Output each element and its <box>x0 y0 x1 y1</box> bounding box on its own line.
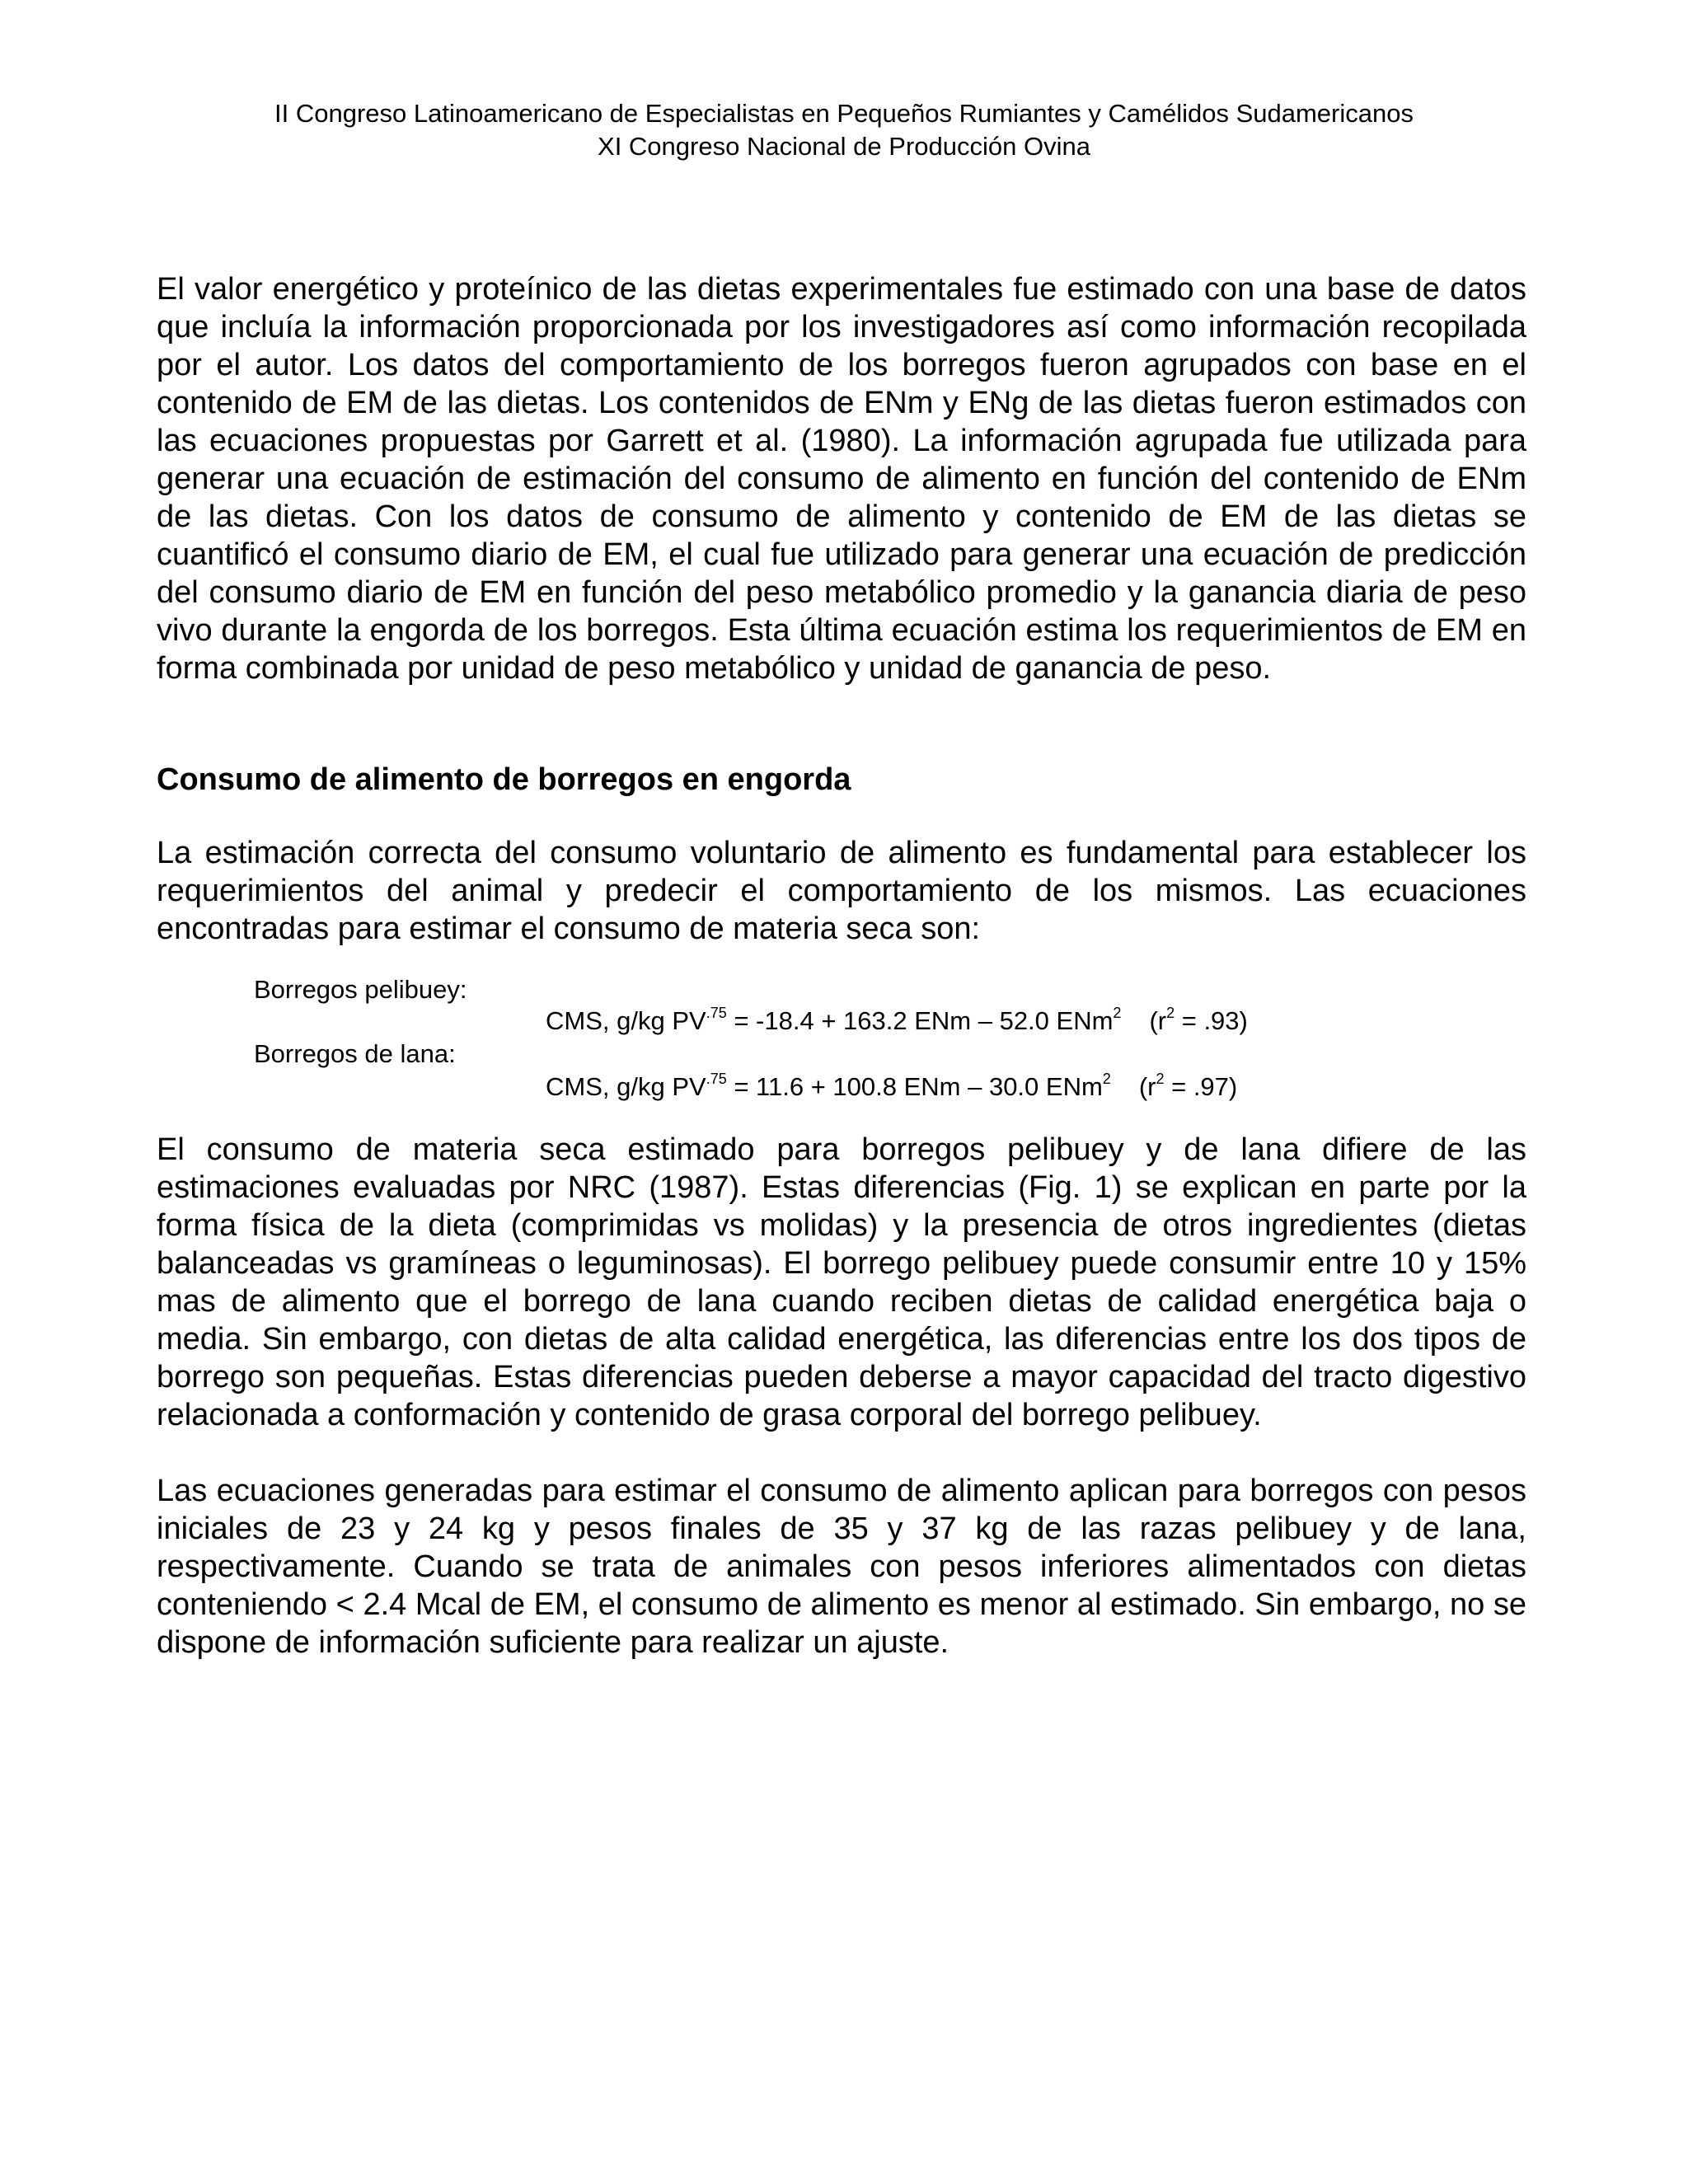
equation-rhs-exponent: 2 <box>1113 1005 1122 1021</box>
r-squared-exponent: 2 <box>1166 1005 1175 1021</box>
equation-lhs: CMS, g/kg PV <box>546 1072 706 1101</box>
equation-exponent: .75 <box>706 1071 727 1087</box>
equation-label-pelibuey: Borregos pelibuey: <box>254 975 467 1004</box>
header-line-2: XI Congreso Nacional de Producción Ovina <box>598 132 1090 161</box>
equation-label-lana: Borregos de lana: <box>254 1039 456 1068</box>
paragraph-consumption-comparison: El consumo de materia seca estimado para borregos pelibuey y de lana difiere de las estimaciones evaluadas por NRC (1987). Estas diferencias (Fig. 1) se explican en parte por la forma física de la dieta (comprimidas vs molidas) y la presencia de otros ingredientes (dietas balanceadas vs gramíneas o leguminosas). El borrego pelibuey puede consumir entre 10 y 15% mas de alimento que el borrego de lana cuando reciben dietas de calidad energética baja o media. Sin embargo, con dietas de alta calidad energética, las diferencias entre los dos tipos de borrego son pequeñas. Estas diferencias pueden deberse a mayor capacidad del tracto digestivo relacionada a conformación y contenido de grasa corporal del borrego pelibuey. <box>157 1132 1526 1432</box>
paragraph-equation-scope: Las ecuaciones generadas para estimar el consumo de alimento aplican para borregos con pesos iniciales de 23 y 24 kg y pesos finales de 35 y 37 kg de las razas pelibuey y de lana, respectivamente. Cuando se trata de animales con pesos inferiores alimentados con dietas conteniendo < 2.4 Mcal de EM, el consumo de alimento es menor al estimado. Sin embargo, no se dispone de información suficiente para realizar un ajuste. <box>157 1474 1526 1660</box>
r-squared-open: (r <box>1138 1072 1156 1101</box>
section-heading: Consumo de alimento de borregos en engorda <box>157 762 851 797</box>
equation-lhs: CMS, g/kg PV <box>546 1006 706 1035</box>
equation-rhs: = -18.4 + 163.2 ENm – 52.0 ENm <box>726 1006 1114 1035</box>
paragraph-methods: El valor energético y proteínico de las dietas experimentales fue estimado con una base de datos que incluía la información proporcionada por los investigadores así como información recopilada por el autor. Los datos del comportamiento de los borregos fueron agrupados con base en el contenido de EM de las dietas. Los contenidos de ENm y ENg de las dietas fueron estimados con las ecuaciones propuestas por Garrett et al. (1980). La información agrupada fue utilizada para generar una ecuación de estimación del consumo de alimento en función del contenido de ENm de las dietas. Con los datos de consumo de alimento y contenido de EM de las dietas se cuantificó el consumo diario de EM, el cual fue utilizado para generar una ecuación de predicción del consumo diario de EM en función del peso metabólico promedio y la ganancia diaria de peso vivo durante la engorda de los borregos. Esta última ecuación estima los requerimientos de EM en forma combinada por unidad de peso metabólico y unidad de ganancia de peso. <box>157 272 1526 686</box>
paragraph-intro-consumption: La estimación correcta del consumo voluntario de alimento es fundamental para establecer los requerimientos del animal y predecir el comportamiento de los mismos. Las ecuaciones encontradas para estimar el consumo de materia seca son: <box>157 836 1526 946</box>
equations-block <box>157 974 1526 1106</box>
r-squared-value: = .93) <box>1175 1006 1248 1035</box>
equation-pelibuey <box>546 1005 1248 1037</box>
r-squared-exponent: 2 <box>1156 1071 1165 1087</box>
r-squared-open: (r <box>1149 1006 1167 1035</box>
equation-r-squared <box>1139 1072 1237 1101</box>
equation-rhs: = 11.6 + 100.8 ENm – 30.0 ENm <box>726 1072 1103 1101</box>
document-body <box>157 270 1526 1661</box>
equation-lana <box>546 1071 1237 1103</box>
header-line-1: II Congreso Latinoamericano de Especialistas en Pequeños Rumiantes y Camélidos Sudamericanos <box>274 99 1414 128</box>
r-squared-value: = .97) <box>1164 1072 1238 1101</box>
equation-rhs-exponent: 2 <box>1102 1071 1111 1087</box>
equation-exponent: .75 <box>706 1005 727 1021</box>
equation-r-squared <box>1149 1006 1247 1035</box>
page-header <box>0 97 1688 163</box>
